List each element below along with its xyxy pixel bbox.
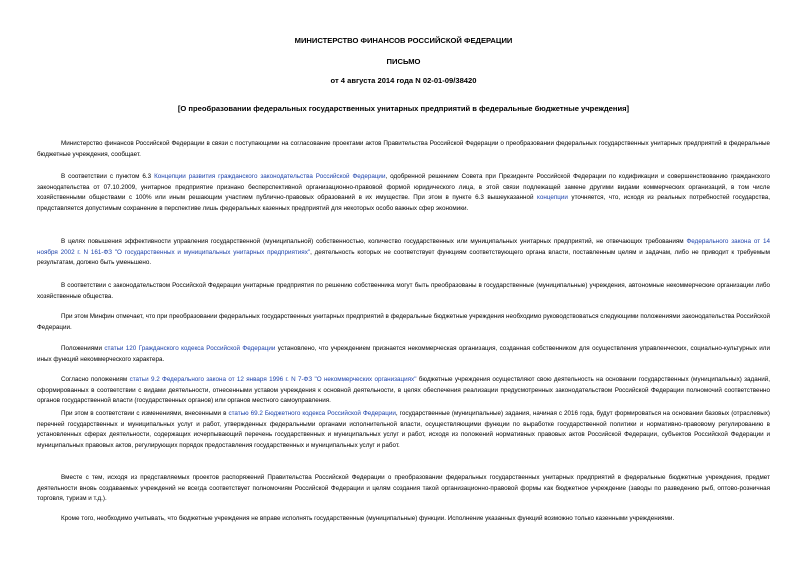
paragraph-2 (37, 172, 770, 214)
paragraph-9: Вместе с тем, исходя из представляемых проектов распоряжений Правительства Российской Федерации о преобразовании федеральных государственных унитарных предприятий в федеральные бюджетные учреждения, предмет деятельности вновь создаваемых учреждений не всегда соответствует полномочиям Российской Федерации и целям создания такой организационно-правовой формы как бюджетное учреждение (заводы по разведению рыб, оптово-розничная торговля, туризм и т.д.). (37, 474, 770, 503)
paragraph-2-text-1: В соответствии с пунктом 6.3 (61, 173, 155, 180)
paragraph-7-text-1: Согласно положениям (61, 376, 130, 383)
paragraph-3-text-2: , деятельность которых не соответствует функциям соответствующего органа власти, поставленным целям и задачам, либо не приводит к требуемым результатам, должно быть уменьшено. (37, 248, 770, 267)
paragraph-6-text-1: Положениями (61, 345, 105, 352)
federal-law-161-link[interactable]: Федерального закона от 14 ноября 2002 г. N 161-ФЗ "О государственных и муниципальных унитарных предприятиях" (37, 238, 770, 256)
document-type: ПИСЬМО (386, 57, 421, 66)
paragraph-6-text-2: установлено, что учреждением признается некоммерческая организация, созданная собственником для осуществления управленческих, социально-культурных или иных функций некоммерческого характера. (37, 345, 770, 363)
paragraph-8-text-2: , государственные (муниципальные) задания, начиная с 2016 года, будут формироваться на основании базовых (отраслевых) перечней государственных и муниципальных услуг и работ, утвержденных федеральными органами исполнительной власти, осуществляющими функции по выработке государственной политики и нормативно-правовому регулированию в установленных сферах деятельности, содержащих исчерпывающий перечень государственных и муниципальных услуг и работ, исходя из положений нормативных правовых актов Российской Федерации, субъектов Российской Федерации и муниципальных правовых актов, регулирующих порядок предоставления государственных и муниципальных услуг и работ. (37, 410, 770, 449)
paragraph-2-text-3: уточняется, что, исходя из реальных потребностей государства, представляется допустимым сохранение в перспективе лишь федеральных казенных предприятий для некоторых особо важных сфер экономики. (37, 194, 770, 212)
concept-link[interactable]: Концепции развития гражданского законодательства Российской Федерации (154, 173, 386, 180)
concept-short-link[interactable]: концепции (537, 194, 568, 202)
paragraph-6 (37, 344, 770, 365)
civil-code-article-120-link[interactable]: статьи 120 Гражданского кодекса Российской Федерации (104, 345, 276, 352)
ministry-title: МИНИСТЕРСТВО ФИНАНСОВ РОССИЙСКОЙ ФЕДЕРАЦИИ (294, 36, 513, 45)
paragraph-1: Министерство финансов Российской Федерации в связи с поступающими на согласование проектами актов Правительства Российской Федерации о преобразовании федеральных государственных унитарных предприятий в федеральные бюджетные учреждения, сообщает. (37, 140, 770, 158)
paragraph-2-text-2: , одобренной решением Совета при Президенте Российской Федерации по кодификации и совершенствованию гражданского законодательства от 07.10.2009, унитарное предприятие признано бесперспективной организационно-правовой формой юридического лица, в этой связи подлежащей замене другими видами коммерческих организаций, в том числе хозяйственными обществами с 100% или иным решающим участием публично-правовых образований в их имуществе. При этом в пункте 6.3 вышеуказанной (37, 173, 770, 202)
paragraph-8-text-1: При этом в соответствии с изменениями, внесенными в (61, 410, 229, 417)
document-date-number: от 4 августа 2014 года N 02-01-09/38420 (330, 76, 477, 85)
paragraph-7 (37, 375, 770, 407)
budget-code-article-69-2-link[interactable]: статью 69.2 Бюджетного кодекса Российской Федерации (228, 410, 396, 417)
paragraph-5: При этом Минфин отмечает, что при преобразовании федеральных государственных унитарных предприятий в федеральные бюджетные учреждения необходимо руководствоваться следующими положениями законодательства Российской Федерации. (37, 313, 770, 331)
paragraph-4: В соответствии с законодательством Российской Федерации унитарные предприятия по решению собственника могут быть преобразованы в государственные (муниципальные) учреждения, автономные некоммерческие организации либо хозяйственные общества. (37, 282, 770, 300)
paragraph-7-text-2: бюджетные учреждения осуществляют свою деятельность на основании государственных (муниципальных) заданий, сформированных в соответствии с видами деятельности, отнесенными уставом учреждения к основной деятельности, в целях обеспечения реализации предусмотренных законодательством Российской Федерации полномочий соответственно органов государственной власти (государственных органов) или органов местного самоуправления. (37, 376, 770, 405)
federal-law-7-link[interactable]: статьи 9.2 Федерального закона от 12 января 1996 г. N 7-ФЗ "О некоммерческих организациях" (129, 376, 417, 383)
paragraph-3 (37, 237, 770, 269)
paragraph-3-text-1: В целях повышения эффективности управления государственной (муниципальной) собственностью, количество государственных или муниципальных унитарных предприятий, не отвечающих требованиям (61, 238, 687, 245)
paragraph-8 (37, 409, 770, 451)
document-subject: [О преобразовании федеральных государственных унитарных предприятий в федеральные бюджетные учреждения] (177, 104, 630, 113)
paragraph-10: Кроме того, необходимо учитывать, что бюджетные учреждения не вправе исполнять государственные (муниципальные) функции. Исполнение указанных функций возможно только казенными учреждениями. (61, 515, 675, 522)
